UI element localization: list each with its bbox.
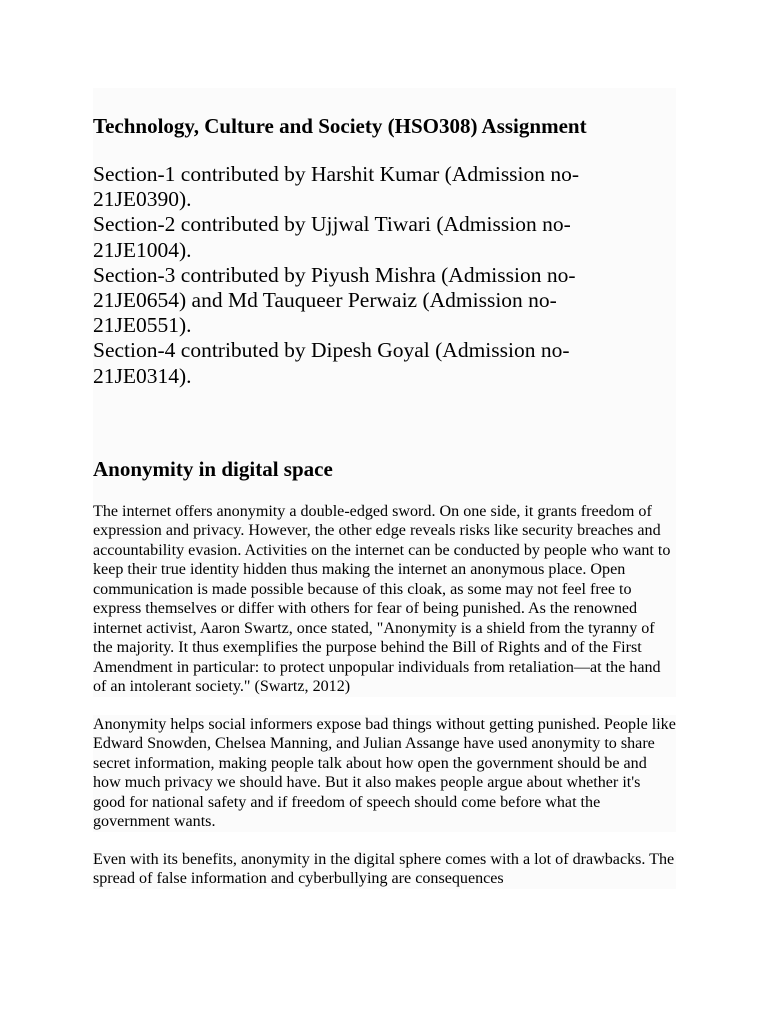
title-block: [93, 88, 676, 697]
spacer: [93, 389, 676, 439]
document-page: [93, 88, 676, 889]
paragraph-gap: [93, 697, 676, 715]
contribution-line: Section-2 contributed by Ujjwal Tiwari (Admission no-: [93, 212, 571, 237]
paragraph-gap: [93, 832, 676, 850]
contribution-line: 21JE0390).: [93, 187, 192, 212]
contribution-line: Section-3 contributed by Piyush Mishra (Admission no-: [93, 262, 576, 287]
contributions-list: [93, 162, 676, 389]
contribution-line: 21JE0654) and Md Tauqueer Perwaiz (Admission no-: [93, 288, 557, 313]
paragraph: Anonymity helps social informers expose bad things without getting punished. People like Edward Snowden, Chelsea Manning, and Julian Assange have used anonymity to share secret information, making people talk about how open the government should be and how much privacy we should have. But it also makes people argue about whether it's good for national safety and if freedom of speech should come before what the government wants.: [93, 715, 676, 831]
contribution-line: 21JE0551).: [93, 313, 192, 338]
contribution-line: Section-1 contributed by Harshit Kumar (Admission no-: [93, 162, 580, 186]
contribution-line: Section-4 contributed by Dipesh Goyal (Admission no-: [93, 338, 570, 363]
paragraph: Even with its benefits, anonymity in the digital sphere comes with a lot of drawbacks. The spread of false information and cyberbullying are consequences: [93, 850, 675, 888]
document-title: Technology, Culture and Society (HSO308) Assignment: [93, 114, 587, 138]
paragraph-block: [93, 850, 676, 889]
contribution-line: 21JE1004).: [93, 237, 192, 262]
section-heading: Anonymity in digital space: [93, 456, 333, 481]
contribution-line: 21JE0314).: [93, 363, 192, 388]
paragraph: The internet offers anonymity a double-edged sword. On one side, it grants freedom of expression and privacy. However, the other edge reveals risks like security breaches and accountability evasion. Activities on the internet can be conducted by people who want to keep their true identity hidden thus making the internet an anonymous place. Open communication is made possible because of this cloak, as some may not feel free to express themselves or differ with others for fear of being punished. As the renowned internet activist, Aaron Swartz, once stated, "Anonymity is a shield from the tyranny of the majority. It thus exemplifies the purpose behind the Bill of Rights and of the First Amendment in particular: to protect unpopular individuals from retaliation—at the hand of an intolerant society." (Swartz, 2012): [93, 502, 671, 696]
paragraph-block: [93, 715, 676, 832]
